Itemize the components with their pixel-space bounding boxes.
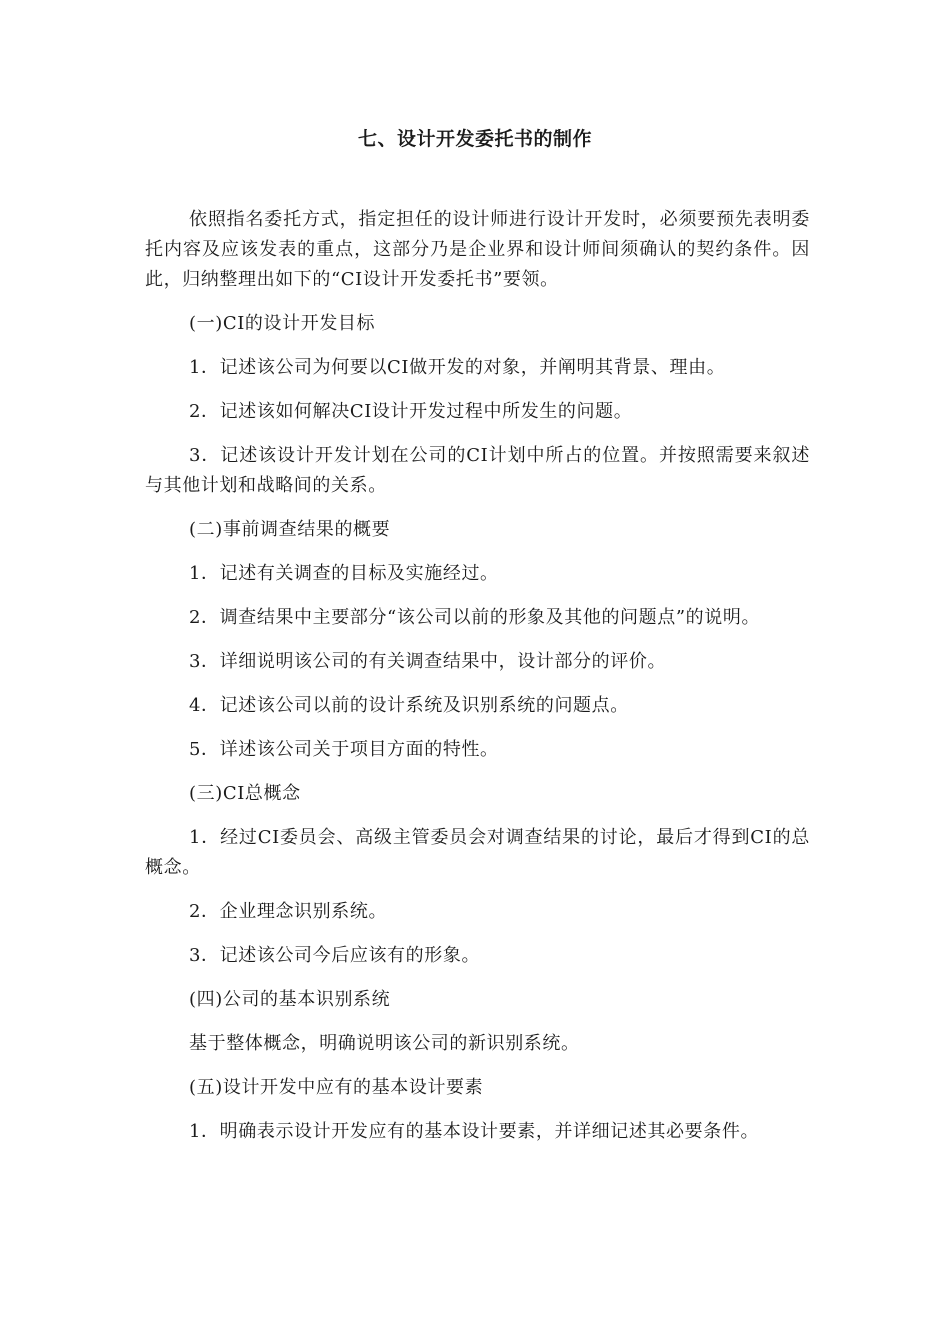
list-item: 5．详述该公司关于项目方面的特性。 (189, 739, 499, 760)
list-item: 3．记述该公司今后应该有的形象。 (189, 945, 481, 966)
list-item: 2．记述该如何解决CI设计开发过程中所发生的问题。 (189, 401, 633, 422)
list-item: 4．记述该公司以前的设计系统及识别系统的问题点。 (189, 695, 629, 716)
list-item: 3．记述该设计开发计划在公司的CI计划中所占的位置。并按照需要来叙述与其他计划和战略间的关系。 (145, 445, 810, 496)
intro-paragraph: 依照指名委托方式，指定担任的设计师进行设计开发时，必须要预先表明委托内容及应该发表的重点，这部分乃是企业界和设计师间须确认的契约条件。因此，归纳整理出如下的“CI设计开发委托书”要领。 (145, 209, 810, 290)
list-item: 1．记述该公司为何要以CI做开发的对象，并阐明其背景、理由。 (189, 357, 726, 378)
document-body (145, 205, 810, 1161)
section-heading-5: (五)设计开发中应有的基本设计要素 (189, 1077, 484, 1098)
list-item: 2．企业理念识别系统。 (189, 901, 388, 922)
section-heading-2: (二)事前调查结果的概要 (189, 519, 391, 540)
section-heading-4: (四)公司的基本识别系统 (189, 989, 391, 1010)
body-paragraph: 基于整体概念，明确说明该公司的新识别系统。 (189, 1033, 580, 1054)
list-item: 3．详细说明该公司的有关调查结果中，设计部分的评价。 (189, 651, 667, 672)
list-item: 1．记述有关调查的目标及实施经过。 (189, 563, 499, 584)
list-item: 2．调查结果中主要部分“该公司以前的形象及其他的问题点”的说明。 (189, 607, 761, 628)
list-item: 1．明确表示设计开发应有的基本设计要素，并详细记述其必要条件。 (189, 1121, 760, 1142)
section-heading-3: (三)CI总概念 (189, 783, 301, 804)
section-heading-1: (一)CI的设计开发目标 (189, 313, 376, 334)
list-item: 1．经过CI委员会、高级主管委员会对调查结果的讨论，最后才得到CI的总概念。 (145, 827, 810, 878)
page-title: 七、设计开发委托书的制作 (357, 128, 592, 150)
